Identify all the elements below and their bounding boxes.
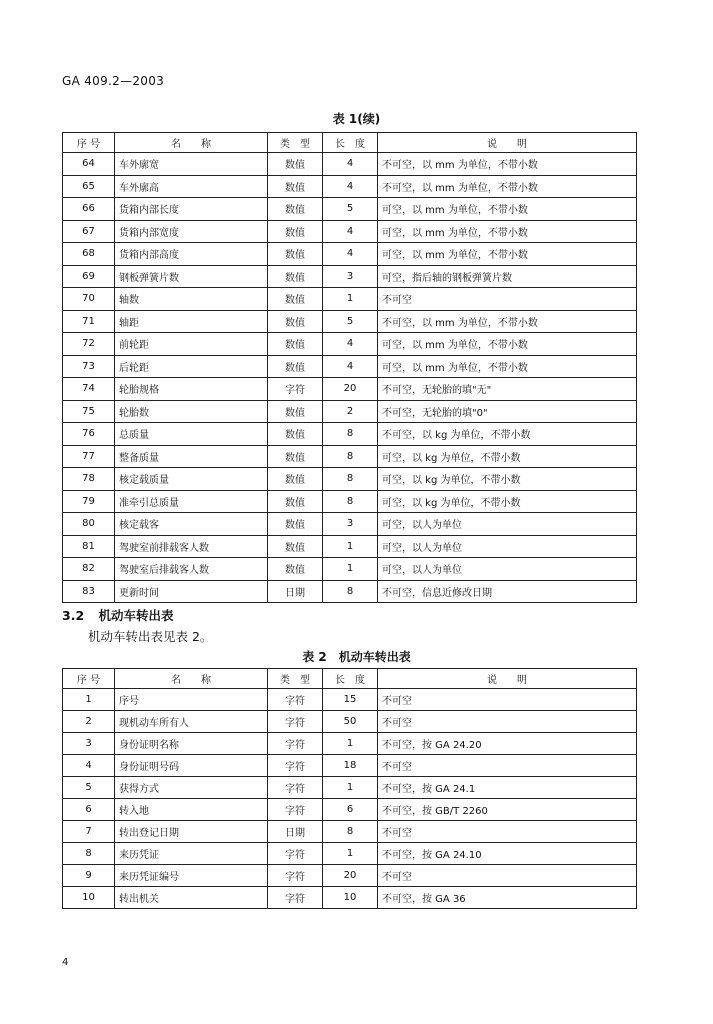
cell-description: 不可空，按 GB/T 2260: [378, 799, 637, 821]
cell-length: 8: [323, 580, 378, 603]
cell-description: 不可空，以 mm 为单位，不带小数: [378, 153, 637, 176]
section-heading: [62, 606, 174, 624]
cell-length: 15: [323, 689, 378, 711]
cell-type: 数值: [268, 400, 323, 423]
cell-name: 转入地: [115, 799, 268, 821]
cell-length: 6: [323, 799, 378, 821]
cell-name: 身份证明名称: [115, 733, 268, 755]
cell-description: 不可空，按 GA 24.10: [378, 843, 637, 865]
cell-number: 8: [63, 843, 115, 865]
table-row: [63, 535, 637, 558]
cell-number: 65: [63, 175, 115, 198]
cell-type: 数值: [268, 265, 323, 288]
cell-length: 5: [323, 310, 378, 333]
cell-number: 73: [63, 355, 115, 378]
table-row: [63, 777, 637, 799]
cell-name: 总质量: [115, 423, 268, 446]
col-header-name: 名 称: [115, 133, 268, 153]
cell-number: 74: [63, 378, 115, 401]
cell-description: 不可空，按 GA 24.1: [378, 777, 637, 799]
cell-type: 数值: [268, 445, 323, 468]
cell-description: 不可空，按 GA 24.20: [378, 733, 637, 755]
cell-type: 数值: [268, 513, 323, 536]
cell-description: 可空，以 mm 为单位，不带小数: [378, 198, 637, 221]
cell-name: 轮胎数: [115, 400, 268, 423]
cell-number: 5: [63, 777, 115, 799]
cell-description: 可空，以 mm 为单位，不带小数: [378, 243, 637, 266]
cell-length: 20: [323, 378, 378, 401]
table-row: [63, 821, 637, 843]
cell-type: 数值: [268, 423, 323, 446]
table-row: [63, 400, 637, 423]
cell-name: 轮胎规格: [115, 378, 268, 401]
cell-name: 更新时间: [115, 580, 268, 603]
cell-length: 50: [323, 711, 378, 733]
cell-type: 字符: [268, 777, 323, 799]
cell-number: 78: [63, 468, 115, 491]
cell-length: 3: [323, 513, 378, 536]
cell-length: 4: [323, 153, 378, 176]
cell-type: 数值: [268, 243, 323, 266]
cell-type: 字符: [268, 799, 323, 821]
cell-type: 数值: [268, 175, 323, 198]
cell-length: 8: [323, 445, 378, 468]
table-row: [63, 799, 637, 821]
standard-code: GA 409.2—2003: [62, 74, 165, 88]
page-number: 4: [62, 957, 69, 968]
cell-number: 10: [63, 887, 115, 909]
cell-number: 81: [63, 535, 115, 558]
cell-type: 数值: [268, 288, 323, 311]
cell-type: 字符: [268, 865, 323, 887]
cell-description: 不可空，信息近修改日期: [378, 580, 637, 603]
cell-type: 日期: [268, 821, 323, 843]
cell-description: 可空，以 mm 为单位，不带小数: [378, 333, 637, 356]
table-row: [63, 153, 637, 176]
cell-number: 72: [63, 333, 115, 356]
cell-type: 数值: [268, 153, 323, 176]
cell-length: 3: [323, 265, 378, 288]
cell-length: 1: [323, 733, 378, 755]
cell-name: 轴数: [115, 288, 268, 311]
cell-name: 钢板弹簧片数: [115, 265, 268, 288]
cell-length: 8: [323, 821, 378, 843]
table-row: [63, 378, 637, 401]
cell-name: 货箱内部高度: [115, 243, 268, 266]
cell-length: 8: [323, 468, 378, 491]
cell-number: 71: [63, 310, 115, 333]
table-row: [63, 755, 637, 777]
cell-name: 准牵引总质量: [115, 490, 268, 513]
cell-name: 获得方式: [115, 777, 268, 799]
cell-name: 核定载质量: [115, 468, 268, 491]
cell-number: 67: [63, 220, 115, 243]
cell-description: 不可空，按 GA 36: [378, 887, 637, 909]
table-row: [63, 513, 637, 536]
cell-number: 75: [63, 400, 115, 423]
cell-name: 转出机关: [115, 887, 268, 909]
cell-description: 可空，以人为单位: [378, 535, 637, 558]
cell-name: 车外廓宽: [115, 153, 268, 176]
cell-description: 可空，以人为单位: [378, 558, 637, 581]
table-row: [63, 733, 637, 755]
cell-length: 4: [323, 175, 378, 198]
cell-length: 8: [323, 490, 378, 513]
col-header-number: 序 号: [63, 669, 115, 689]
cell-type: 日期: [268, 580, 323, 603]
cell-length: 4: [323, 355, 378, 378]
cell-description: 可空，指后轴的钢板弹簧片数: [378, 265, 637, 288]
table-row: [63, 355, 637, 378]
cell-name: 驾驶室后排载客人数: [115, 558, 268, 581]
cell-description: 不可空: [378, 689, 637, 711]
cell-description: 不可空，无轮胎的填"0": [378, 400, 637, 423]
cell-type: 字符: [268, 887, 323, 909]
cell-number: 4: [63, 755, 115, 777]
table-row: [63, 333, 637, 356]
table-row: [63, 310, 637, 333]
col-header-description: 说 明: [378, 669, 637, 689]
cell-name: 货箱内部宽度: [115, 220, 268, 243]
cell-length: 1: [323, 558, 378, 581]
col-header-description: 说 明: [378, 133, 637, 153]
col-header-name: 名 称: [115, 669, 268, 689]
cell-length: 4: [323, 243, 378, 266]
cell-description: 不可空，无轮胎的填"无": [378, 378, 637, 401]
cell-number: 2: [63, 711, 115, 733]
cell-length: 10: [323, 887, 378, 909]
cell-description: 可空，以 mm 为单位，不带小数: [378, 220, 637, 243]
cell-number: 76: [63, 423, 115, 446]
table-row: [63, 558, 637, 581]
cell-type: 字符: [268, 843, 323, 865]
cell-number: 79: [63, 490, 115, 513]
cell-type: 数值: [268, 198, 323, 221]
cell-type: 字符: [268, 733, 323, 755]
cell-name: 货箱内部长度: [115, 198, 268, 221]
cell-number: 6: [63, 799, 115, 821]
cell-number: 82: [63, 558, 115, 581]
cell-length: 1: [323, 535, 378, 558]
cell-number: 9: [63, 865, 115, 887]
table1-caption: 表 1(续): [332, 112, 381, 126]
section-number: 3.2: [62, 608, 85, 623]
cell-name: 车外廓高: [115, 175, 268, 198]
col-header-type: 类 型: [268, 669, 323, 689]
col-header-number: 序 号: [63, 133, 115, 153]
table-row: [63, 265, 637, 288]
cell-number: 7: [63, 821, 115, 843]
cell-length: 5: [323, 198, 378, 221]
table-row: [63, 843, 637, 865]
table2-header-row: [63, 669, 637, 689]
cell-length: 1: [323, 843, 378, 865]
table-row: [63, 689, 637, 711]
table1-header-row: [63, 133, 637, 153]
table-row: [63, 468, 637, 491]
cell-type: 字符: [268, 755, 323, 777]
table-row: [63, 243, 637, 266]
cell-number: 77: [63, 445, 115, 468]
cell-name: 前轮距: [115, 333, 268, 356]
cell-type: 数值: [268, 490, 323, 513]
cell-description: 不可空，以 mm 为单位，不带小数: [378, 310, 637, 333]
cell-name: 后轮距: [115, 355, 268, 378]
cell-type: 数值: [268, 558, 323, 581]
cell-number: 3: [63, 733, 115, 755]
cell-length: 1: [323, 777, 378, 799]
cell-type: 数值: [268, 468, 323, 491]
cell-type: 字符: [268, 711, 323, 733]
table-row: [63, 288, 637, 311]
cell-description: 不可空: [378, 711, 637, 733]
cell-number: 1: [63, 689, 115, 711]
cell-description: 可空，以 kg 为单位，不带小数: [378, 490, 637, 513]
cell-number: 83: [63, 580, 115, 603]
cell-description: 可空，以人为单位: [378, 513, 637, 536]
cell-length: 8: [323, 423, 378, 446]
cell-length: 4: [323, 220, 378, 243]
table-row: [63, 711, 637, 733]
table2: [62, 668, 637, 909]
cell-number: 69: [63, 265, 115, 288]
cell-description: 不可空: [378, 288, 637, 311]
table-row: [63, 198, 637, 221]
cell-description: 不可空: [378, 821, 637, 843]
table-row: [63, 580, 637, 603]
cell-length: 2: [323, 400, 378, 423]
table-row: [63, 423, 637, 446]
col-header-length: 长 度: [323, 669, 378, 689]
cell-length: 18: [323, 755, 378, 777]
cell-length: 4: [323, 333, 378, 356]
table-row: [63, 175, 637, 198]
cell-description: 可空，以 mm 为单位，不带小数: [378, 355, 637, 378]
cell-type: 字符: [268, 378, 323, 401]
cell-name: 来历凭证: [115, 843, 268, 865]
cell-number: 68: [63, 243, 115, 266]
cell-number: 70: [63, 288, 115, 311]
table-row: [63, 490, 637, 513]
cell-number: 64: [63, 153, 115, 176]
cell-name: 核定载客: [115, 513, 268, 536]
cell-name: 来历凭证编号: [115, 865, 268, 887]
table-row: [63, 220, 637, 243]
section-title: 机动车转出表: [98, 608, 174, 623]
table-row: [63, 865, 637, 887]
table-row: [63, 445, 637, 468]
cell-length: 20: [323, 865, 378, 887]
cell-name: 转出登记日期: [115, 821, 268, 843]
cell-description: 可空，以 kg 为单位，不带小数: [378, 468, 637, 491]
cell-type: 字符: [268, 689, 323, 711]
cell-length: 1: [323, 288, 378, 311]
cell-type: 数值: [268, 535, 323, 558]
table2-caption: 表 2 机动车转出表: [302, 650, 411, 664]
cell-type: 数值: [268, 333, 323, 356]
col-header-length: 长 度: [323, 133, 378, 153]
cell-description: 可空，以 kg 为单位，不带小数: [378, 445, 637, 468]
cell-description: 不可空，以 kg 为单位，不带小数: [378, 423, 637, 446]
cell-description: 不可空: [378, 755, 637, 777]
cell-description: 不可空，以 mm 为单位，不带小数: [378, 175, 637, 198]
table-row: [63, 887, 637, 909]
cell-type: 数值: [268, 220, 323, 243]
section-text: 机动车转出表见表 2。: [88, 629, 213, 644]
cell-description: 不可空: [378, 865, 637, 887]
cell-name: 驾驶室前排载客人数: [115, 535, 268, 558]
cell-name: 序号: [115, 689, 268, 711]
cell-number: 66: [63, 198, 115, 221]
col-header-type: 类 型: [268, 133, 323, 153]
cell-number: 80: [63, 513, 115, 536]
cell-name: 轴距: [115, 310, 268, 333]
cell-type: 数值: [268, 310, 323, 333]
cell-name: 身份证明号码: [115, 755, 268, 777]
cell-name: 整备质量: [115, 445, 268, 468]
table1: [62, 132, 637, 603]
cell-type: 数值: [268, 355, 323, 378]
cell-name: 现机动车所有人: [115, 711, 268, 733]
